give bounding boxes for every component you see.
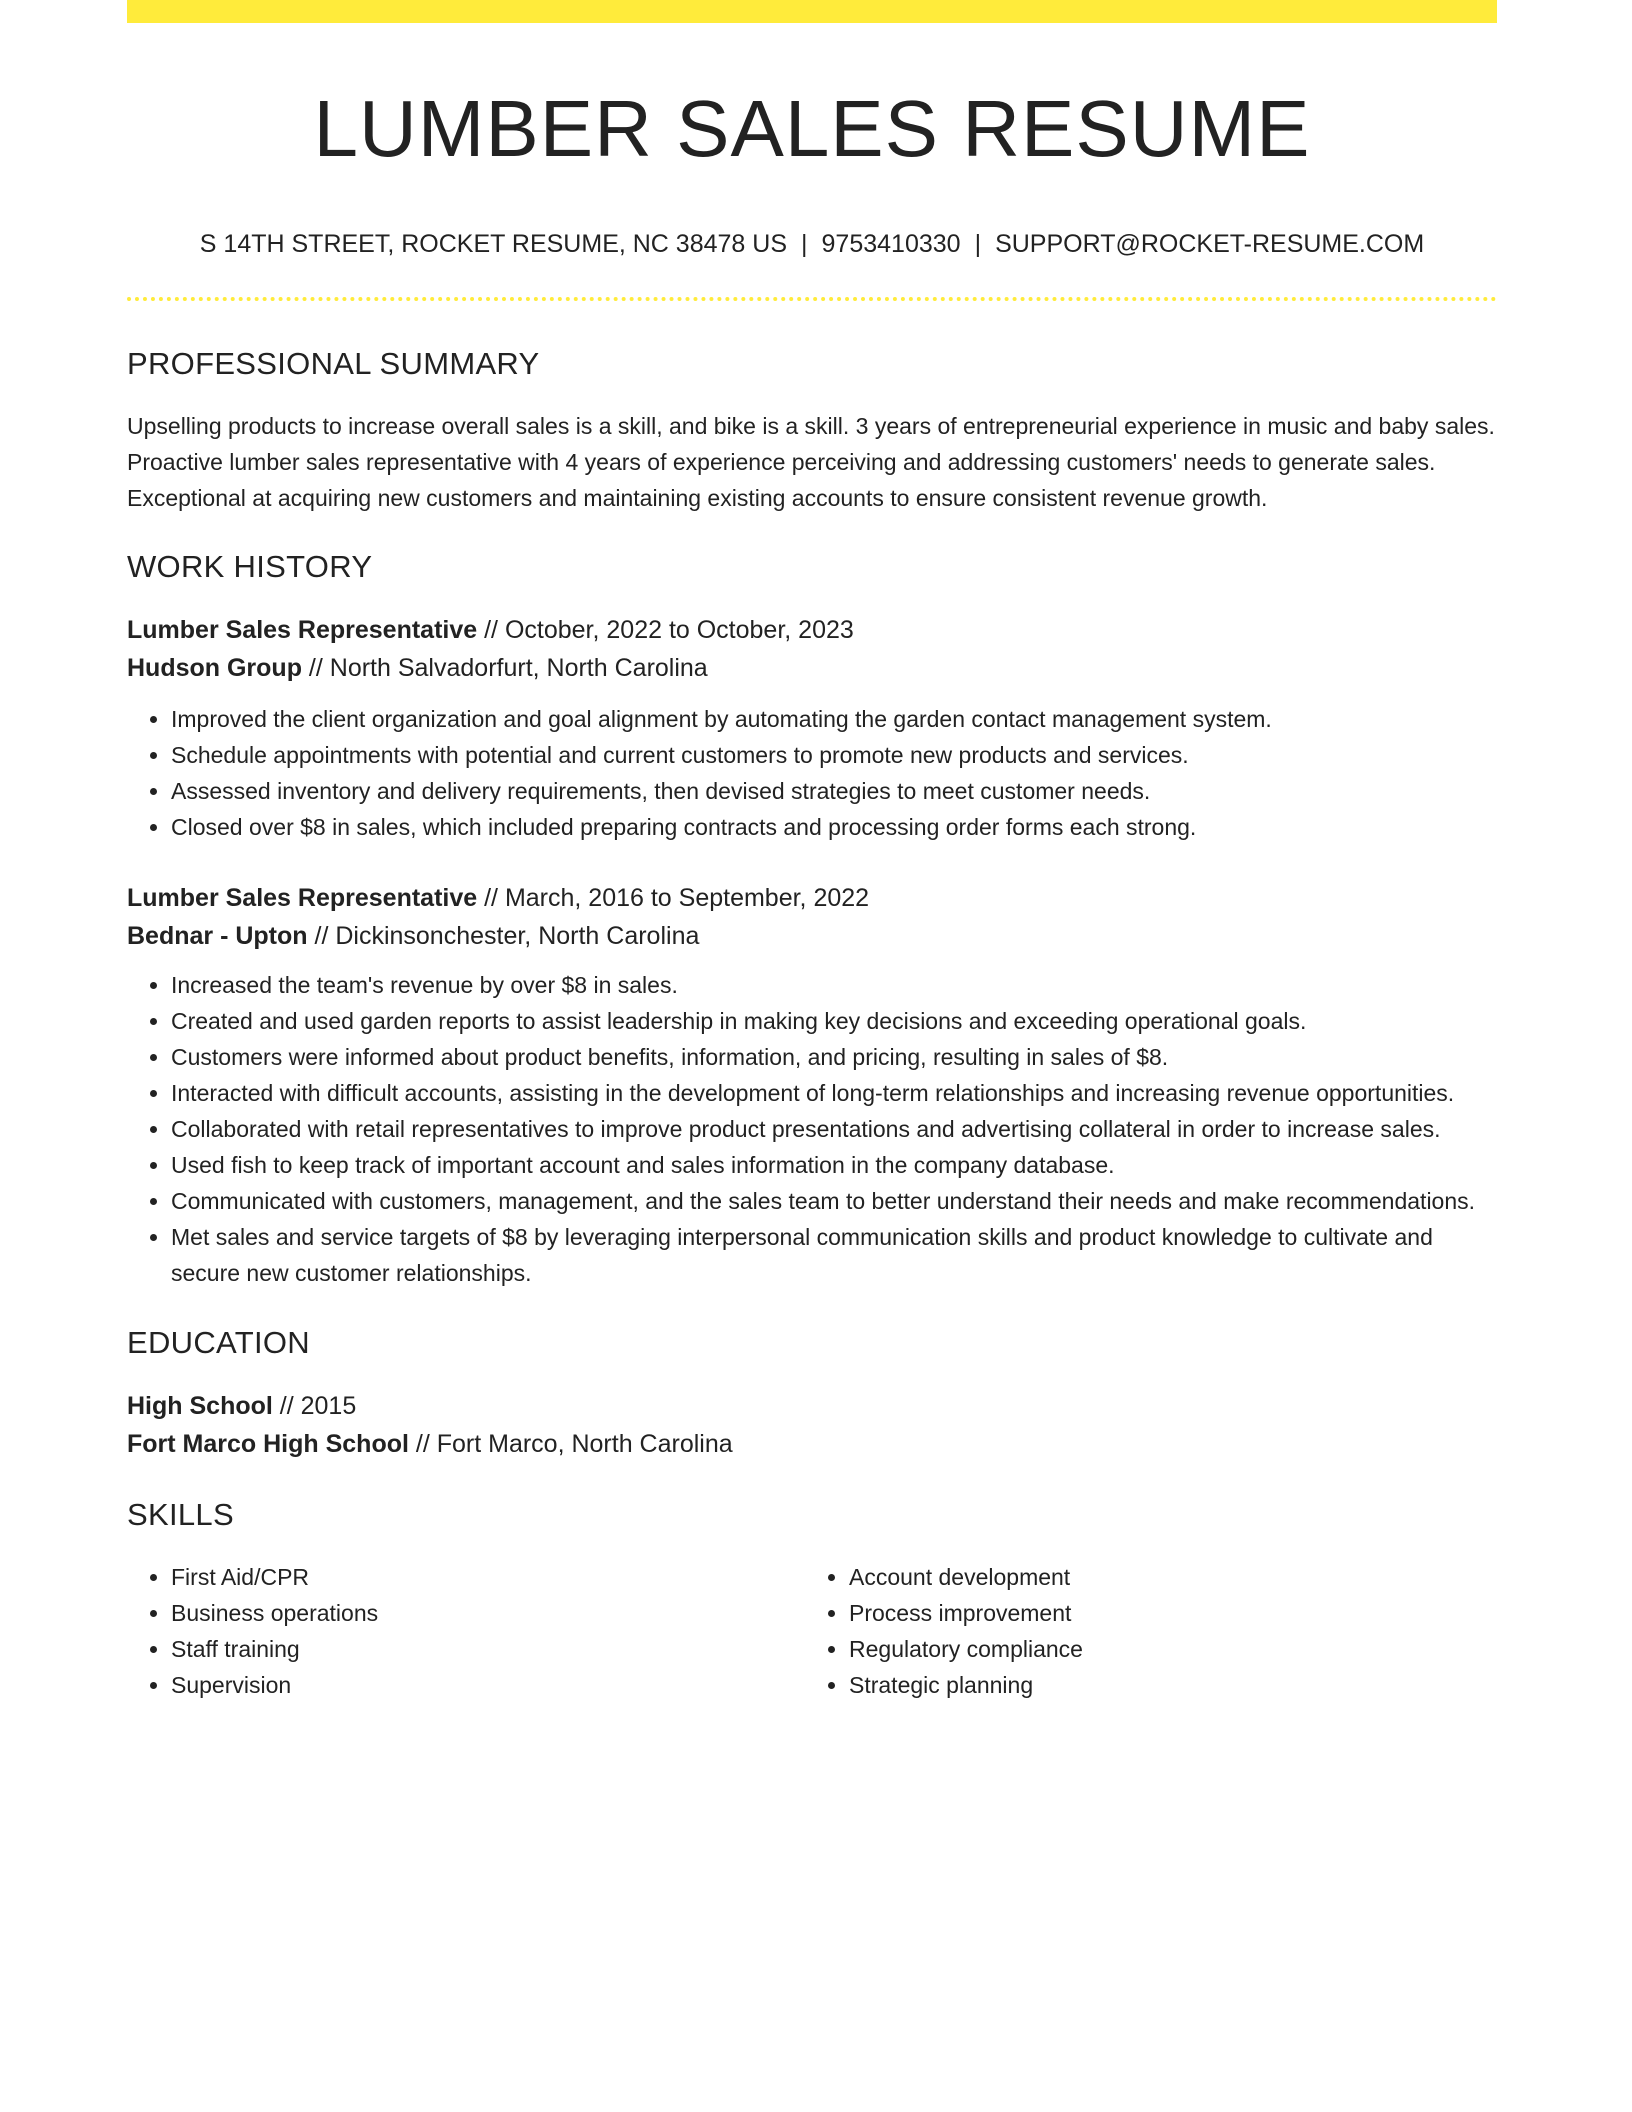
education-location: // Fort Marco, North Carolina xyxy=(408,1430,733,1458)
summary-heading: PROFESSIONAL SUMMARY xyxy=(127,346,540,381)
job-company: Hudson Group xyxy=(127,654,302,682)
resume-title: LUMBER SALES RESUME xyxy=(313,84,1311,173)
education-degree: High School xyxy=(127,1392,273,1420)
job-company: Bednar - Upton xyxy=(127,922,308,950)
education-entry xyxy=(127,1387,1497,1463)
summary-text: Upselling products to increase overall sales is a skill, and bike is a skill. 3 years of entrepreneurial experience in music and baby sales. Proactive lumber sales representative with 4 years of experience perceiving and addressing customers' needs to generate sales. Exceptional at acquiring new customers and maintaining existing accounts to ensure consistent revenue growth. xyxy=(127,413,1495,511)
contact-email: SUPPORT@ROCKET-RESUME.COM xyxy=(995,230,1425,258)
job-company-line xyxy=(127,649,1497,687)
contact-line xyxy=(127,229,1497,259)
skills-grid xyxy=(127,1559,1497,1703)
skill-item: • Account development xyxy=(849,1559,1479,1595)
job-bullet: • Increased the team's revenue by over $8 in sales. xyxy=(171,967,1497,1003)
job-company-line xyxy=(127,917,1497,955)
job-bullet: • Interacted with difficult accounts, assisting in the development of long-term relationships and increasing revenue opportunities. xyxy=(171,1075,1497,1111)
education-degree-line xyxy=(127,1387,1497,1425)
job-bullet: • Assessed inventory and delivery requirements, then devised strategies to meet customer needs. xyxy=(171,773,1497,809)
dotted-divider xyxy=(127,297,1497,301)
education-year: // 2015 xyxy=(272,1392,357,1420)
skill-item: • Business operations xyxy=(171,1595,801,1631)
education-school: Fort Marco High School xyxy=(127,1430,409,1458)
job-bullet: • Improved the client organization and goal alignment by automating the garden contact management system. xyxy=(171,701,1497,737)
job-dates: // March, 2016 to September, 2022 xyxy=(477,884,870,912)
skill-item: • Regulatory compliance xyxy=(849,1631,1479,1667)
education-school-line xyxy=(127,1425,1497,1463)
skill-item: • Staff training xyxy=(171,1631,801,1667)
contact-address: S 14TH STREET, ROCKET RESUME, NC 38478 US xyxy=(199,230,788,258)
skill-item: • Supervision xyxy=(171,1667,801,1703)
job-role-line xyxy=(127,611,1497,649)
job-entry xyxy=(127,611,1497,845)
accent-top-bar xyxy=(127,0,1497,23)
skill-item: • Strategic planning xyxy=(849,1667,1479,1703)
job-role: Lumber Sales Representative xyxy=(127,616,478,644)
job-bullet: • Closed over $8 in sales, which included preparing contracts and processing order forms each strong. xyxy=(171,809,1497,845)
contact-phone: 9753410330 xyxy=(821,230,961,258)
contact-separator: | xyxy=(974,230,982,258)
job-role-line xyxy=(127,879,1497,917)
job-bullets xyxy=(127,701,1497,845)
job-bullet: • Collaborated with retail representatives to improve product presentations and advertising collateral in order to increase sales. xyxy=(171,1111,1497,1147)
job-bullet: • Communicated with customers, management, and the sales team to better understand their needs and make recommendations. xyxy=(171,1183,1497,1219)
skills-column-left xyxy=(127,1559,801,1703)
work-history-heading: WORK HISTORY xyxy=(127,549,373,584)
job-bullet: • Used fish to keep track of important account and sales information in the company database. xyxy=(171,1147,1497,1183)
job-role: Lumber Sales Representative xyxy=(127,884,478,912)
skills-column-right xyxy=(801,1559,1479,1703)
education-heading: EDUCATION xyxy=(127,1325,310,1360)
job-bullet: • Schedule appointments with potential and current customers to promote new products and services. xyxy=(171,737,1497,773)
job-location: // North Salvadorfurt, North Carolina xyxy=(301,654,708,682)
job-location: // Dickinsonchester, North Carolina xyxy=(307,922,700,950)
skills-heading: SKILLS xyxy=(127,1497,234,1532)
job-bullets xyxy=(127,967,1497,1291)
resume-page xyxy=(127,0,1497,1703)
skill-item: • Process improvement xyxy=(849,1595,1479,1631)
job-bullet: • Met sales and service targets of $8 by leveraging interpersonal communication skills and product knowledge to cultivate and secure new customer relationships. xyxy=(171,1219,1497,1291)
job-entry xyxy=(127,879,1497,1291)
job-bullet: • Customers were informed about product benefits, information, and pricing, resulting in sales of $8. xyxy=(171,1039,1497,1075)
job-bullet: • Created and used garden reports to assist leadership in making key decisions and exceeding operational goals. xyxy=(171,1003,1497,1039)
contact-separator: | xyxy=(801,230,808,258)
skill-item: • First Aid/CPR xyxy=(171,1559,801,1595)
job-dates: // October, 2022 to October, 2023 xyxy=(477,616,854,644)
